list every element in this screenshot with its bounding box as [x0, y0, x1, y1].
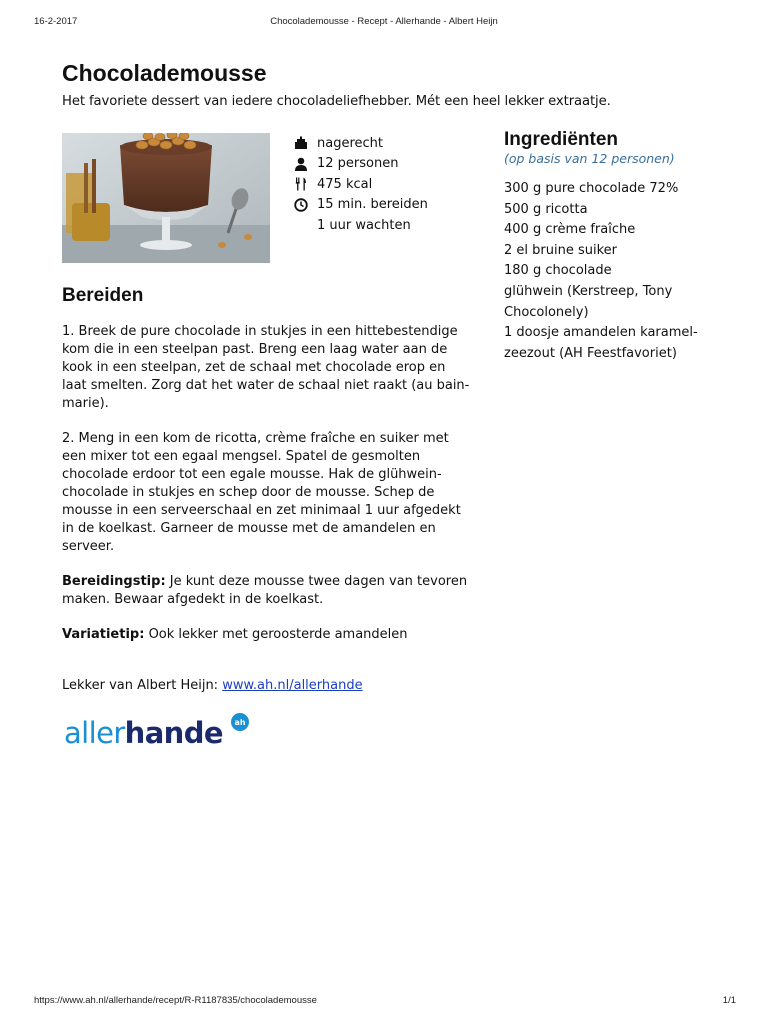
- meta-calories-text: 475 kcal: [317, 176, 373, 192]
- meta-wait-time: [293, 215, 428, 236]
- allerhande-logo: [64, 712, 254, 756]
- allerhande-link[interactable]: www.ah.nl/allerhande: [222, 678, 363, 693]
- meta-servings: [293, 154, 428, 175]
- variation-label: Variatietip:: [62, 627, 145, 642]
- ingredient-line: glühwein (Kerstreep, Tony: [504, 283, 673, 299]
- ingredients-title: Ingrediënten: [504, 129, 619, 150]
- logo-part-hande: hande: [124, 716, 223, 750]
- ingredient-line: 1 doosje amandelen karamel-: [504, 325, 698, 341]
- variation-tip: [62, 626, 472, 644]
- print-page-title: Chocolademousse - Recept - Allerhande - Albert Heijn: [270, 16, 498, 27]
- preparation-title: Bereiden: [62, 285, 144, 306]
- meta-calories: [293, 174, 428, 195]
- ah-badge-icon: [230, 712, 250, 732]
- step-2: 2. Meng in een kom de ricotta, crème fraîche en suiker met een mixer tot een egaal mengsel. Spatel de gesmolten chocolade erdoor tot een egale mousse. Hak de glühwein-chocolade in stukjes en schep door de mousse. Schep de mousse in een serveerschaal en zet minimaal 1 uur afgedekt in de koelkast. Garneer de mousse met de amandelen en serveer.: [62, 431, 461, 554]
- credit-text: Lekker van Albert Heijn:: [62, 678, 223, 693]
- ingredients-subtitle: (op basis van 12 personen): [504, 151, 675, 166]
- ingredient-line: 300 g pure chocolade 72%: [504, 181, 679, 196]
- preparation-tip: [62, 573, 472, 609]
- credit-line: [62, 678, 363, 693]
- meta-servings-text: 12 personen: [317, 156, 399, 172]
- ingredient-line: 400 g crème fraîche: [504, 222, 636, 238]
- recipe-photo: [62, 133, 270, 263]
- meta-wait-time-text: 1 uur wachten: [317, 217, 411, 233]
- dessert-icon: [293, 135, 309, 151]
- meta-prep-time: [293, 195, 428, 216]
- ingredient-line: Chocolonely): [504, 304, 589, 320]
- ingredient-line: 2 el bruine suiker: [504, 242, 617, 258]
- print-date: 16-2-2017: [34, 16, 78, 27]
- print-footer: [0, 995, 768, 1009]
- step-1: 1. Breek de pure chocolade in stukjes in een hittebestendige kom die in een steelpan past. Breng een laag water aan de kook in een steelpan, zet de schaal met chocolade erop en laat smelten. Zorg dat het water de schaal niet raakt (au bain-marie).: [62, 324, 470, 411]
- ingredient-line: 500 g ricotta: [504, 201, 588, 217]
- meta-prep-time-text: 15 min. bereiden: [317, 197, 428, 213]
- recipe-meta: [293, 133, 428, 236]
- tip-text: Je kunt deze mousse twee dagen van tevoren maken. Bewaar afgedekt in de koelkast.: [62, 574, 468, 607]
- ingredient-line: zeezout (AH Feestfavoriet): [504, 345, 677, 361]
- logo-wordmark: [64, 716, 223, 750]
- ingredients-list: [504, 179, 719, 364]
- logo-badge-text: ah: [234, 718, 246, 727]
- print-page-number: 1/1: [722, 995, 736, 1006]
- cutlery-icon: [293, 176, 309, 192]
- tip-label: Bereidingstip:: [62, 574, 166, 589]
- preparation-steps: [62, 323, 472, 661]
- print-url: https://www.ah.nl/allerhande/recept/R-R1187835/chocolademousse: [34, 995, 317, 1006]
- variation-text: Ook lekker met geroosterde amandelen: [144, 627, 408, 642]
- clock-icon: [293, 197, 309, 213]
- print-header: [0, 16, 768, 30]
- logo-part-aller: aller: [64, 716, 125, 750]
- person-icon: [293, 156, 309, 172]
- ingredient-line: 180 g chocolade: [504, 263, 612, 279]
- recipe-title: Chocolademousse: [62, 60, 267, 86]
- recipe-subtitle: Het favoriete dessert van iedere chocoladeliefhebber. Mét een heel lekker extraatje.: [62, 94, 611, 109]
- meta-course-text: nagerecht: [317, 135, 383, 151]
- meta-course: [293, 133, 428, 154]
